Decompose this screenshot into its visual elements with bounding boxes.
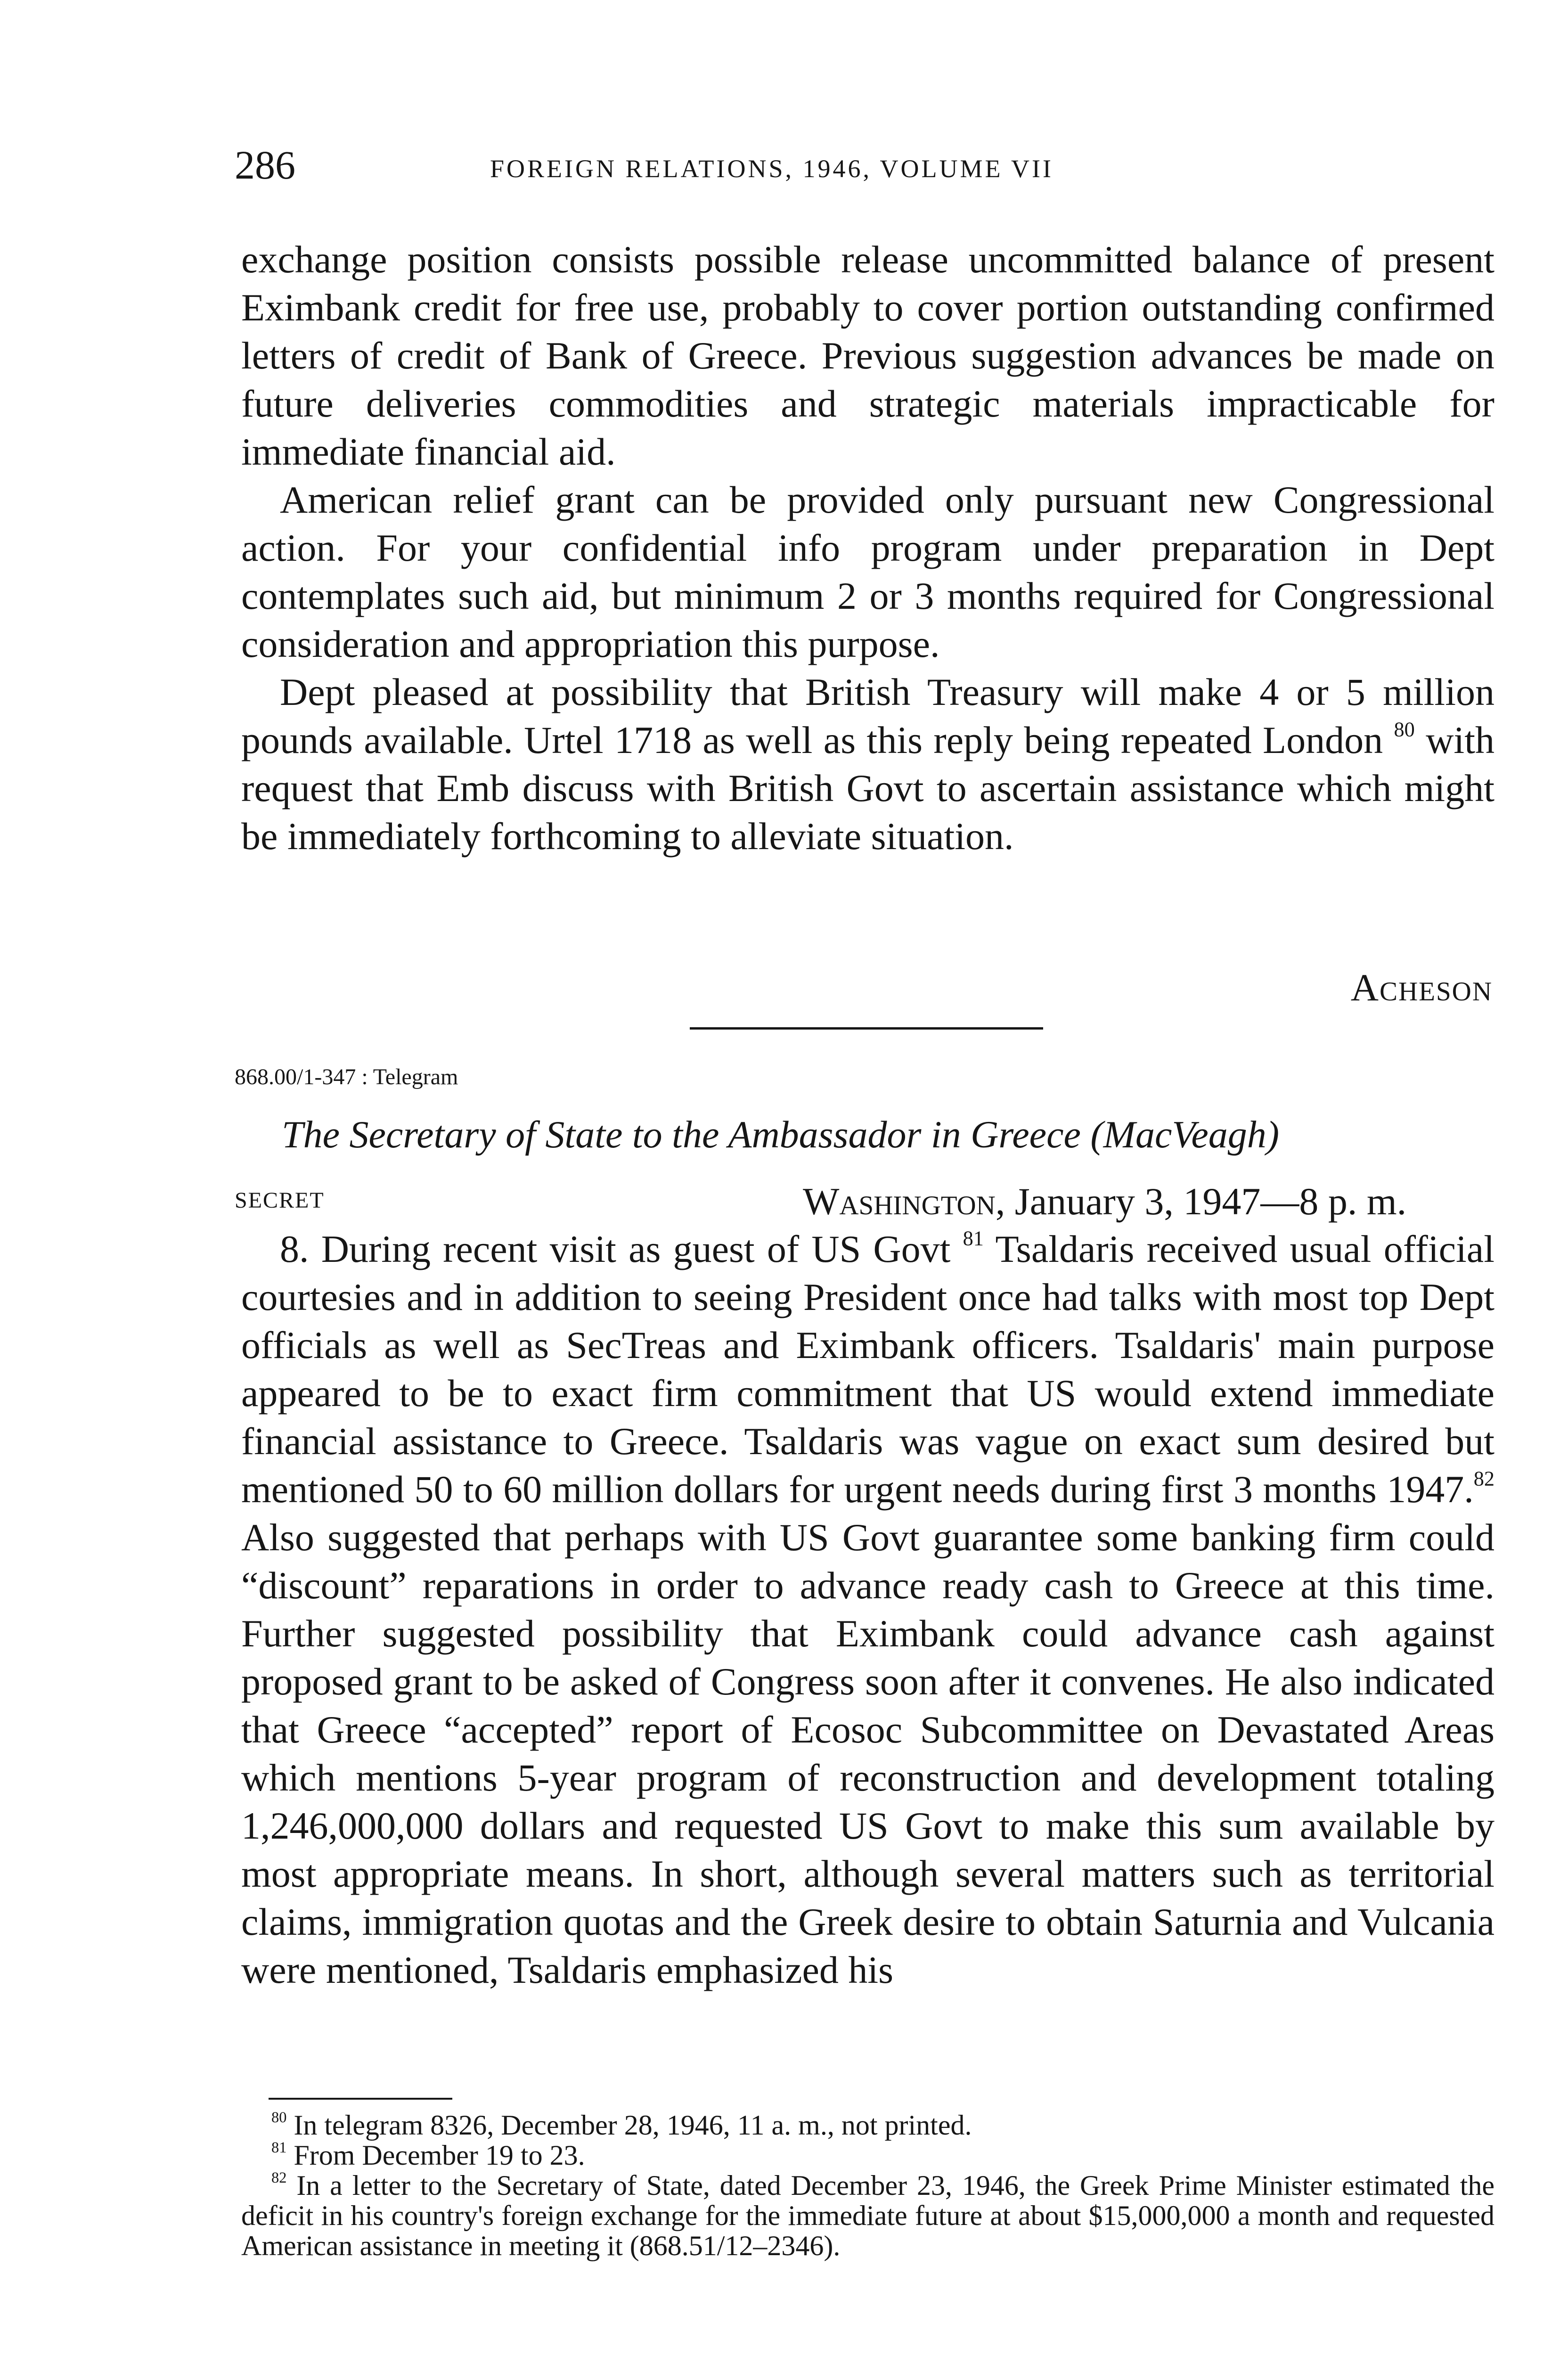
footnote-mark: 81 [271, 2139, 287, 2157]
footnote-text: In a letter to the Secretary of State, dated December 23, 1946, the Greek Prime Minister estimated the deficit in his country's foreign exchange for the immediate future at about $15,000,000 a month and requested American assistance in meeting it (868.51/12–2346). [241, 2170, 1495, 2261]
telegram-text-a: 8. During recent visit as guest of US Govt [280, 1227, 951, 1270]
dateline-place: Washington [803, 1180, 996, 1223]
paragraph-3-text-b: with request that Emb discuss with British Govt to ascertain assistance which might be immediately forthcoming to alleviate situation. [241, 719, 1495, 858]
footnote-mark: 80 [271, 2109, 287, 2127]
document-reference: 868.00/1-347 : Telegram [235, 1064, 458, 1089]
dateline-date: , January 3, 1947—8 p. m. [995, 1180, 1407, 1223]
footnote-ref-80: 80 [1394, 718, 1415, 741]
footnote-text: From December 19 to 23. [294, 2140, 585, 2171]
dateline [803, 1178, 1406, 1225]
telegram-text-c: Also suggested that perhaps with US Govt guarantee some banking firm could “discount” reparations in order to advance ready cash to Greece at this time. Further suggested possibility that Eximbank could advance cash against proposed grant to be asked of Congress soon after it convenes. He also indicated that Greece “accepted” report of Ecosoc Subcommittee on Devastated Areas which mentions 5-year program of reconstruction and development totaling 1,246,000,000 dollars and requested US Govt to make this sum available by most appropriate means. In short, although several matters such as territorial claims, immigration quotas and the Greek desire to obtain Saturnia and Vulcania were mentioned, Tsaldaris emphasized his [241, 1516, 1494, 1991]
footnote-ref-81: 81 [963, 1227, 984, 1250]
paragraph-3 [241, 668, 1494, 860]
telegram-paragraph [241, 1225, 1494, 1994]
footnote-mark: 82 [271, 2169, 287, 2187]
footnote-text: In telegram 8326, December 28, 1946, 11 a. m., not printed. [294, 2110, 972, 2141]
page-number: 286 [235, 142, 295, 188]
paragraph-3-text-a: Dept pleased at possibility that British Treasury will make 4 or 5 million pounds available. Urtel 1718 as well as this reply being repeated London [241, 671, 1494, 761]
telegram-body [241, 1225, 1494, 1994]
telegram-text-b: Tsaldaris received usual official courtesies and in addition to seeing President once had talks with most top Dept officials as well as SecTreas and Eximbank officers. Tsaldaris' main purpose appeared to be to exact firm commitment that US would extend immediate financial assistance to Greece. Tsaldaris was vague on exact sum desired but mentioned 50 to 60 million dollars for urgent needs during first 3 months 1947. [241, 1227, 1494, 1511]
footnote-81 [241, 2140, 1494, 2170]
section-divider [690, 1027, 1043, 1030]
footnotes [241, 2110, 1494, 2261]
signature: Acheson [1350, 966, 1493, 1009]
paragraph-1: exchange position consists possible release uncommitted balance of present Eximbank credit for free use, probably to cover portion outstanding confirmed letters of credit of Bank of Greece. Previous suggestion advances be made on future deliveries commodities and strategic materials impracticable for immediate financial aid. [241, 238, 1494, 473]
footnote-80 [241, 2110, 1494, 2140]
running-title: FOREIGN RELATIONS, 1946, VOLUME VII [490, 155, 1054, 183]
continued-letter-text [241, 236, 1494, 860]
footnote-divider [269, 2098, 452, 2100]
document-title: The Secretary of State to the Ambassador in Greece (MacVeagh) [282, 1113, 1280, 1156]
footnote-ref-82: 82 [1473, 1467, 1494, 1490]
paragraph-2: American relief grant can be provided only pursuant new Congressional action. For your confidential info program under preparation in Dept contemplates such aid, but minimum 2 or 3 months required for Congressional consideration and appropriation this purpose. [241, 478, 1494, 665]
classification-label: SECRET [235, 1188, 325, 1213]
footnote-82 [241, 2170, 1494, 2261]
